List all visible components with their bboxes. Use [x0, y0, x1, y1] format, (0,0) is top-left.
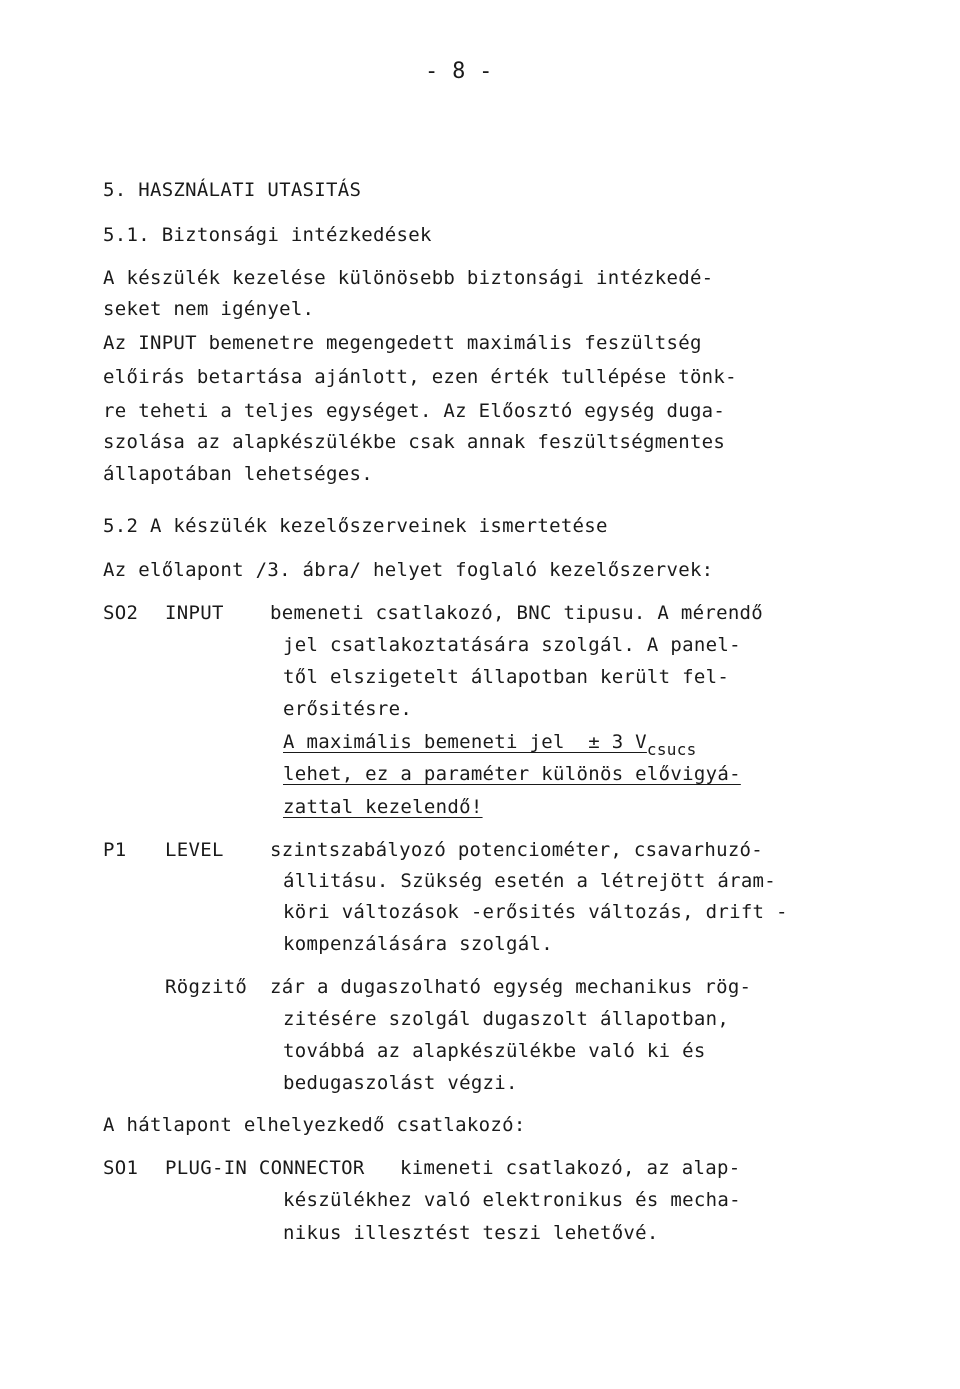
- safety-text-line: Az INPUT bemenetre megengedett maximális feszültség: [103, 332, 702, 354]
- control-desc-line: zár a dugaszolható egység mechanikus rög-: [270, 976, 752, 998]
- controls-intro: Az előlapont /3. ábra/ helyet foglaló kezelőszervek:: [103, 559, 714, 581]
- control-desc-line: szintszabályozó potenciométer, csavarhuzó-: [270, 839, 764, 861]
- safety-text-line: állapotában lehetséges.: [103, 463, 373, 485]
- control-desc-line: bemeneti csatlakozó, BNC tipusu. A mérendő: [270, 602, 764, 624]
- connector-name: PLUG-IN CONNECTOR: [165, 1157, 365, 1179]
- input-max-voltage-note: [283, 730, 697, 759]
- subsection-heading-controls: 5.2 A készülék kezelőszerveinek ismertetése: [103, 515, 608, 537]
- control-name: Rögzitő: [165, 976, 248, 998]
- control-code: P1: [103, 839, 127, 861]
- control-desc-line: jel csatlakoztatására szolgál. A panel-: [283, 634, 741, 656]
- control-desc-line: től elszigetelt állapotban került fel-: [283, 666, 730, 688]
- control-name: LEVEL: [165, 839, 224, 861]
- control-desc-line: továbbá az alapkészülékbe való ki és: [283, 1040, 706, 1062]
- control-desc-line: állitásu. Szükség esetén a létrejött áram-: [283, 870, 777, 892]
- note-subscript: csucs: [646, 740, 697, 759]
- control-name: INPUT: [165, 602, 224, 624]
- note-underlined-text: A maximális bemeneti jel ± 3 V: [283, 731, 647, 753]
- note-underlined-line: zattal kezelendő!: [283, 796, 483, 818]
- subsection-heading-safety: 5.1. Biztonsági intézkedések: [103, 224, 432, 246]
- safety-text-line: előirás betartása ajánlott, ezen érték tullépése tönk-: [103, 366, 737, 388]
- safety-text-line: re teheti a teljes egységet. Az Előosztó egység duga-: [103, 400, 726, 422]
- connector-desc-line: nikus illesztést teszi lehetővé.: [283, 1222, 659, 1244]
- note-underlined-line: lehet, ez a paraméter különös elővigyá-: [283, 763, 741, 785]
- control-desc-line: bedugaszolást végzi.: [283, 1072, 518, 1094]
- safety-text-line: seket nem igényel.: [103, 298, 315, 320]
- page-number: - 8 -: [425, 59, 493, 84]
- safety-text-line: A készülék kezelése különösebb biztonsági intézkedé-: [103, 267, 714, 289]
- section-title: 5. HASZNÁLATI UTASITÁS: [103, 179, 362, 201]
- connector-desc-line: kimeneti csatlakozó, az alap-: [400, 1157, 741, 1179]
- control-desc-line: köri változások -erősités változás, drift -: [283, 901, 788, 923]
- safety-text-line: szolása az alapkészülékbe csak annak feszültségmentes: [103, 431, 726, 453]
- connector-desc-line: készülékhez való elektronikus és mecha-: [283, 1189, 741, 1211]
- connector-code: SO1: [103, 1157, 139, 1179]
- control-desc-line: zitésére szolgál dugaszolt állapotban,: [283, 1008, 730, 1030]
- control-desc-line: kompenzálására szolgál.: [283, 933, 553, 955]
- control-code: SO2: [103, 602, 139, 624]
- control-desc-line: erősitésre.: [283, 698, 413, 720]
- rear-panel-intro: A hátlapont elhelyezkedő csatlakozó:: [103, 1114, 526, 1136]
